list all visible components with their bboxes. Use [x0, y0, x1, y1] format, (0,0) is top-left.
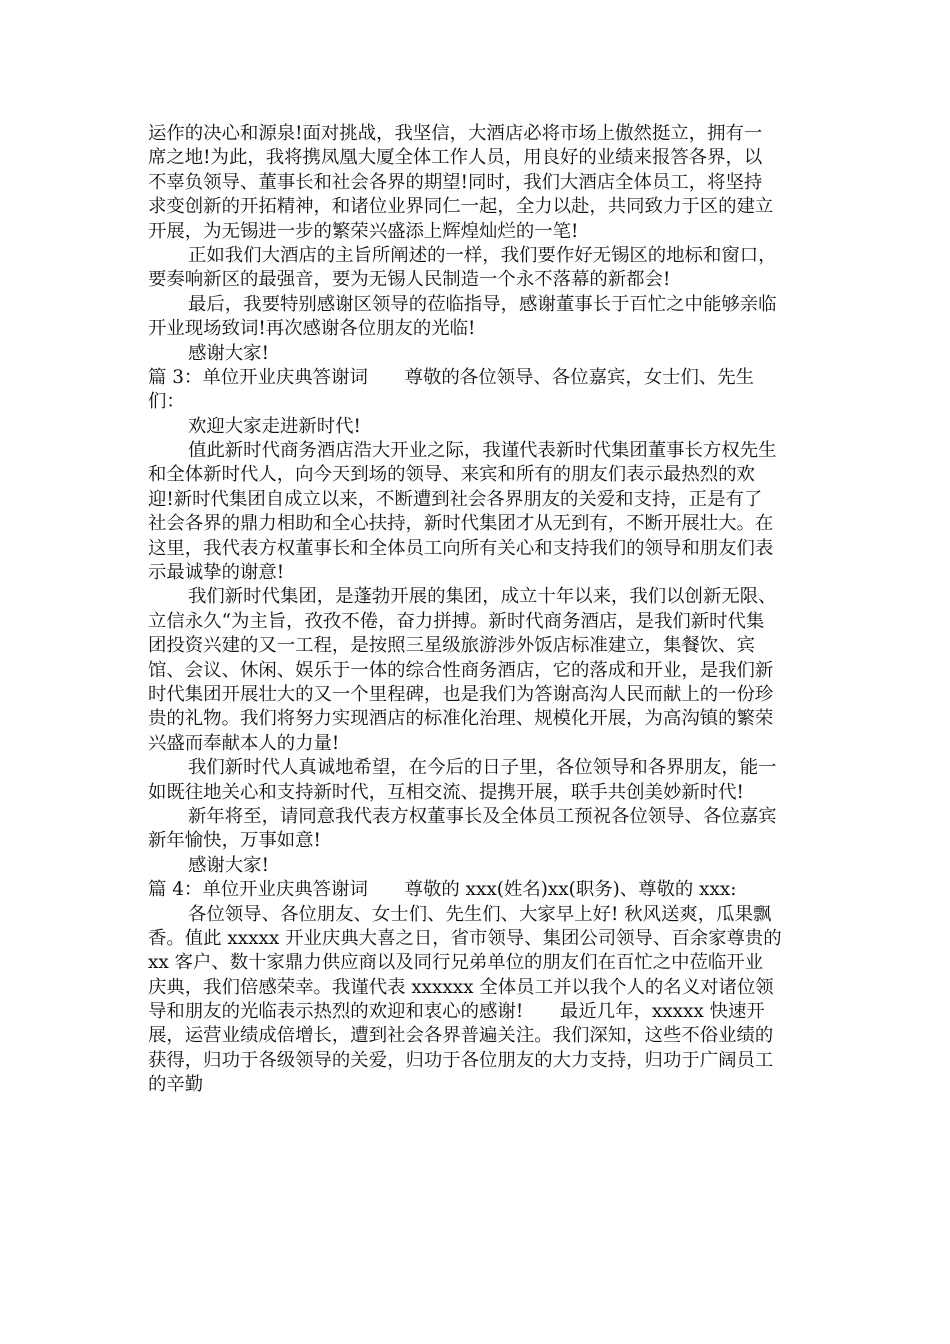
text-line: 如既往地关心和支持新时代，互相交流、提携开展，联手共创美妙新时代!: [148, 781, 744, 803]
text-line: 感谢大家!: [188, 342, 269, 364]
text-line: 和全体新时代人，向今天到场的领导、来宾和所有的朋友们表示最热烈的欢: [148, 464, 755, 486]
text-line: 导和朋友的光临表示热烈的欢迎和衷心的感谢! 最近几年，xxxxx 快速开: [148, 1001, 765, 1023]
text-line: 迎!新时代集团自成立以来，不断遭到社会各界朋友的关爱和支持，正是有了: [148, 488, 763, 510]
text-line: 篇 3：单位开业庆典答谢词 尊敬的各位领导、各位嘉宾，女士们、先生: [148, 366, 755, 388]
text-line: 感谢大家!: [188, 854, 269, 876]
text-line: 庆典，我们倍感荣幸。我谨代表 xxxxxx 全体员工并以我个人的名义对诸位领: [148, 976, 774, 998]
text-line: 开业现场致词!再次感谢各位朋友的光临!: [148, 318, 476, 340]
text-line: 的辛勤: [148, 1074, 204, 1096]
text-line: 最后，我要特别感谢区领导的莅临指导，感谢董事长于百忙之中能够亲临: [188, 293, 777, 315]
text-line: 获得，归功于各级领导的关爱，归功于各位朋友的大力支持，归功于广阔员工: [148, 1049, 774, 1071]
text-line: 开展，为无锡进一步的繁荣兴盛添上辉煌灿烂的一笔!: [148, 220, 579, 242]
text-line: 馆、会议、休闲、娱乐于一体的综合性商务酒店，它的落成和开业，是我们新: [148, 659, 774, 681]
text-line: 香。值此 xxxxx 开业庆典大喜之日，省市领导、集团公司领导、百余家尊贵的: [148, 927, 782, 949]
text-line: 欢迎大家走进新时代!: [188, 415, 361, 437]
text-line: 运作的决心和源泉!面对挑战，我坚信，大酒店必将市场上傲然挺立，拥有一: [148, 123, 763, 144]
text-line: xx 客户、数十家鼎力供应商以及同行兄弟单位的朋友们在百忙之中莅临开业: [148, 952, 764, 974]
text-line: 各位领导、各位朋友、女士们、先生们、大家早上好! 秋风送爽，瓜果飘: [188, 903, 772, 925]
text-line: 要奏响新区的最强音，要为无锡人民制造一个永不落幕的新都会!: [148, 269, 671, 291]
text-line: 兴盛而奉献本人的力量!: [148, 732, 340, 754]
text-line: 值此新时代商务酒店浩大开业之际，我谨代表新时代集团董事长方权先生: [188, 440, 777, 462]
text-line: 这里，我代表方权董事长和全体员工向所有关心和支持我们的领导和朋友们表: [148, 537, 774, 559]
text-line: 展，运营业绩成倍增长，遭到社会各界普遍关注。我们深知，这些不俗业绩的: [148, 1025, 774, 1047]
text-line: 示最诚挚的谢意!: [148, 562, 285, 584]
text-line: 不辜负领导、董事长和社会各界的期望!同时，我们大酒店全体员工，将坚持: [148, 171, 763, 193]
text-line: 新年愉快，万事如意!: [148, 830, 321, 852]
text-line: 贵的礼物。我们将努力实现酒店的标准化治理、规模化开展，为高沟镇的繁荣: [148, 708, 774, 730]
text-line: 新年将至，请同意我代表方权董事长及全体员工预祝各位领导、各位嘉宾: [188, 805, 777, 827]
document-body: [148, 122, 804, 1098]
text-line: 篇 4：单位开业庆典答谢词 尊敬的 xxx(姓名)xx(职务)、尊敬的 xxx:: [148, 879, 737, 901]
text-line: 们：: [148, 391, 185, 413]
text-line: 求变创新的开拓精神，和诸位业界同仁一起，全力以赴，共同致力于区的建立: [148, 196, 774, 218]
text-line: 团投资兴建的又一工程，是按照三星级旅游涉外饭店标准建立，集餐饮、宾: [148, 635, 755, 657]
text-line: 席之地!为此，我将携凤凰大厦全体工作人员，用良好的业绩来报答各界，以: [148, 147, 763, 169]
text-line: 立信永久“为主旨，孜孜不倦，奋力拼搏。新时代商务酒店，是我们新时代集: [148, 610, 765, 632]
text-line: 我们新时代集团，是蓬勃开展的集团，成立十年以来，我们以创新无限、: [188, 586, 777, 608]
text-line: 正如我们大酒店的主旨所阐述的一样，我们要作好无锡区的地标和窗口，: [188, 244, 777, 266]
text-line: 我们新时代人真诚地希望，在今后的日子里，各位领导和各界朋友，能一: [188, 757, 777, 779]
text-line: 社会各界的鼎力相助和全心扶持，新时代集团才从无到有，不断开展壮大。在: [148, 513, 774, 535]
text-line: 时代集团开展壮大的又一个里程碑，也是我们为答谢高沟人民而献上的一份珍: [148, 683, 774, 705]
